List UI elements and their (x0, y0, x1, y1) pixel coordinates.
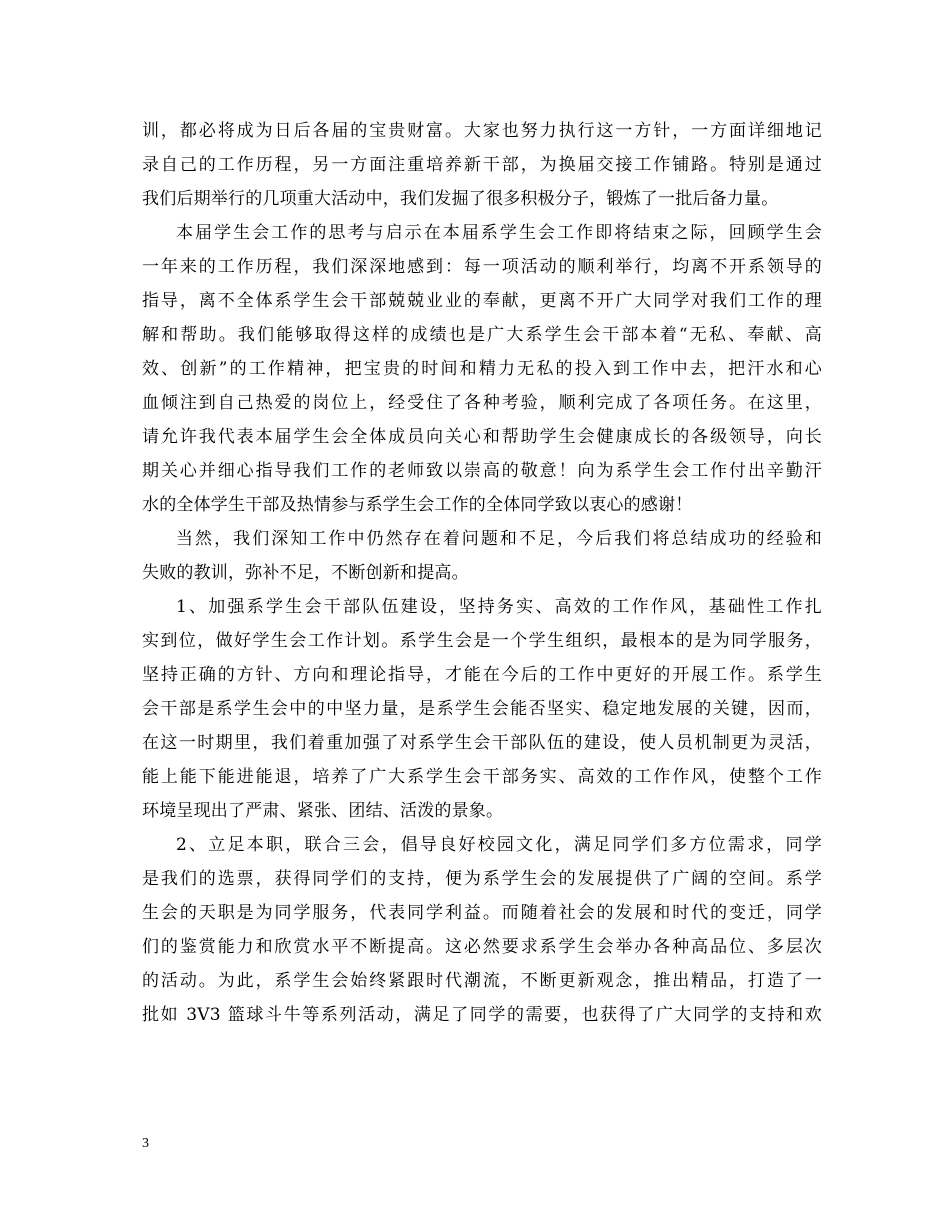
text-line: 批如 3V3 篮球斗牛等系列活动，满足了同学的需要，也获得了广大同学的支持和欢 (142, 1005, 822, 1025)
text-line: 水的全体学生干部及热情参与系学生会工作的全体同学致以衷心的感谢！ (142, 495, 693, 515)
text-line: 1、加强系学生会干部队伍建设，坚持务实、高效的工作作风，基础性工作扎 (176, 597, 822, 617)
text-line: 的活动。为此，系学生会始终紧跟时代潮流，不断更新观念，推出精品，打造了一 (142, 971, 822, 991)
text-line: 是我们的选票，获得同学们的支持，便为系学生会的发展提供了广阔的空间。系学 (142, 869, 822, 889)
text-line: 一年来的工作历程，我们深深地感到：每一项活动的顺利举行，均离不开系领导的 (142, 257, 822, 277)
text-line: 失败的教训，弥补不足，不断创新和提高。 (142, 563, 469, 583)
text-line: 血倾注到自己热爱的岗位上，经受住了各种考验，顺利完成了各项任务。在这里， (142, 393, 822, 413)
text-line: 当然，我们深知工作中仍然存在着问题和不足，今后我们将总结成功的经验和 (176, 529, 822, 549)
page-number: 3 (142, 1136, 149, 1151)
text-line: 训，都必将成为日后各届的宝贵财富。大家也努力执行这一方针，一方面详细地记 (142, 121, 822, 141)
document-body (142, 114, 822, 1032)
text-line: 请允许我代表本届学生会全体成员向关心和帮助学生会健康成长的各级领导，向长 (142, 427, 822, 447)
text-line: 本届学生会工作的思考与启示在本届系学生会工作即将结束之际，回顾学生会 (176, 223, 822, 243)
text-line: 我们后期举行的几项重大活动中，我们发掘了很多积极分子，锻炼了一批后备力量。 (142, 189, 779, 209)
text-line: 期关心并细心指导我们工作的老师致以崇高的敬意！向为系学生会工作付出辛勤汗 (142, 461, 822, 481)
text-line: 生会的天职是为同学服务，代表同学利益。而随着社会的发展和时代的变迁，同学 (142, 903, 822, 923)
text-line: 效、创新”的工作精神，把宝贵的时间和精力无私的投入到工作中去，把汗水和心 (142, 359, 822, 379)
text-line: 们的鉴赏能力和欣赏水平不断提高。这必然要求系学生会举办各种高品位、多层次 (142, 937, 822, 957)
text-line: 指导，离不全体系学生会干部兢兢业业的奉献，更离不开广大同学对我们工作的理 (142, 291, 822, 311)
text-line: 实到位，做好学生会工作计划。系学生会是一个学生组织，最根本的是为同学服务， (142, 631, 822, 651)
text-line: 会干部是系学生会中的中坚力量，是系学生会能否坚实、稳定地发展的关键，因而， (142, 699, 822, 719)
text-line: 环境呈现出了严肃、紧张、团结、活泼的景象。 (142, 801, 504, 821)
text-line: 2、立足本职，联合三会，倡导良好校园文化，满足同学们多方位需求，同学 (176, 835, 822, 855)
text-line: 能上能下能进能退，培养了广大系学生会干部务实、高效的工作作风，使整个工作 (142, 767, 822, 787)
text-line: 在这一时期里，我们着重加强了对系学生会干部队伍的建设，使人员机制更为灵活， (142, 733, 822, 753)
text-line: 解和帮助。我们能够取得这样的成绩也是广大系学生会干部本着“无私、奉献、高 (142, 325, 822, 345)
text-line: 坚持正确的方针、方向和理论指导，才能在今后的工作中更好的开展工作。系学生 (142, 665, 822, 685)
text-line: 录自己的工作历程，另一方面注重培养新干部，为换届交接工作铺路。特别是通过 (142, 155, 822, 175)
